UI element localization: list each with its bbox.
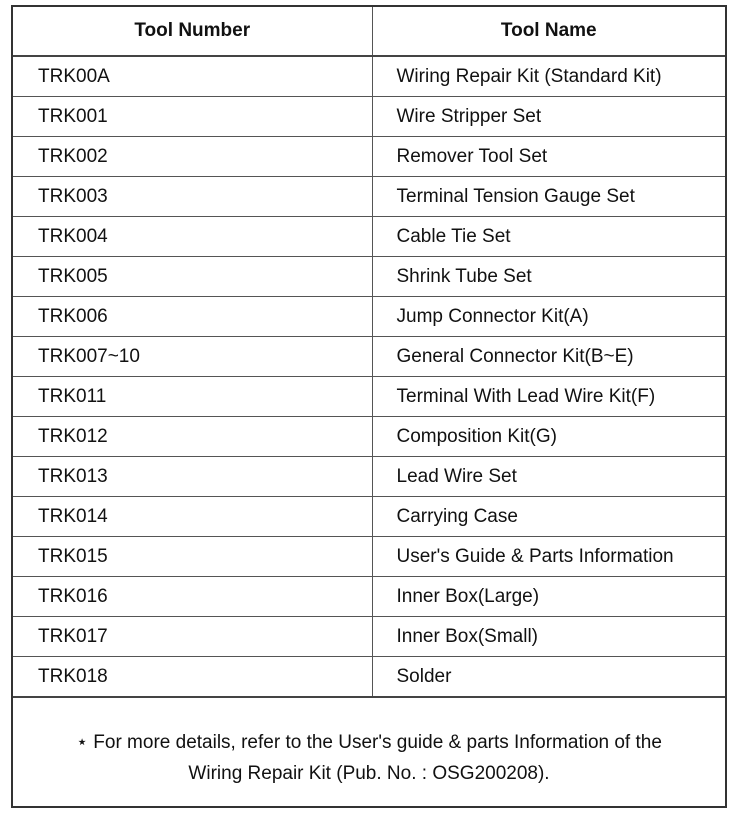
tool-name-cell: Terminal With Lead Wire Kit(F) <box>372 377 725 417</box>
tool-number-cell: TRK001 <box>13 97 372 137</box>
table-row <box>13 457 725 497</box>
header-tool-name: Tool Name <box>372 7 725 56</box>
table-row <box>13 497 725 537</box>
tool-number-cell: TRK00A <box>13 56 372 97</box>
tool-number-cell: TRK007~10 <box>13 337 372 377</box>
footnote-line-1: ⋆ For more details, refer to the User's guide & parts Information of the <box>76 732 662 753</box>
footnote <box>13 727 725 789</box>
tool-name-cell: Wire Stripper Set <box>372 97 725 137</box>
tool-number-cell: TRK004 <box>13 217 372 257</box>
tool-number-cell: TRK017 <box>13 617 372 657</box>
tool-name-cell: Inner Box(Large) <box>372 577 725 617</box>
tool-number-cell: TRK014 <box>13 497 372 537</box>
tool-number-cell: TRK018 <box>13 657 372 698</box>
tool-number-cell: TRK005 <box>13 257 372 297</box>
table-row <box>13 537 725 577</box>
tool-table-body <box>13 56 725 697</box>
tool-number-cell: TRK016 <box>13 577 372 617</box>
header-tool-number: Tool Number <box>13 7 372 56</box>
table-row <box>13 257 725 297</box>
tool-table <box>13 7 725 698</box>
table-row <box>13 377 725 417</box>
table-row <box>13 297 725 337</box>
tool-name-cell: Carrying Case <box>372 497 725 537</box>
table-row <box>13 337 725 377</box>
table-row <box>13 56 725 97</box>
tool-number-cell: TRK011 <box>13 377 372 417</box>
tool-name-cell: Cable Tie Set <box>372 217 725 257</box>
tool-number-cell: TRK006 <box>13 297 372 337</box>
tool-name-cell: General Connector Kit(B~E) <box>372 337 725 377</box>
tool-number-cell: TRK015 <box>13 537 372 577</box>
tool-name-cell: Terminal Tension Gauge Set <box>372 177 725 217</box>
tool-name-cell: Shrink Tube Set <box>372 257 725 297</box>
table-row <box>13 577 725 617</box>
tool-name-cell: Composition Kit(G) <box>372 417 725 457</box>
tool-number-cell: TRK012 <box>13 417 372 457</box>
table-row <box>13 137 725 177</box>
tool-number-cell: TRK013 <box>13 457 372 497</box>
table-header-row <box>13 7 725 56</box>
tool-number-cell: TRK002 <box>13 137 372 177</box>
table-row <box>13 97 725 137</box>
table-row <box>13 617 725 657</box>
tool-name-cell: Wiring Repair Kit (Standard Kit) <box>372 56 725 97</box>
table-row <box>13 177 725 217</box>
tool-name-cell: User's Guide & Parts Information <box>372 537 725 577</box>
tool-name-cell: Solder <box>372 657 725 698</box>
tool-name-cell: Remover Tool Set <box>372 137 725 177</box>
tool-name-cell: Lead Wire Set <box>372 457 725 497</box>
table-row <box>13 217 725 257</box>
table-row <box>13 657 725 698</box>
document-frame <box>11 5 727 808</box>
tool-name-cell: Jump Connector Kit(A) <box>372 297 725 337</box>
table-row <box>13 417 725 457</box>
tool-name-cell: Inner Box(Small) <box>372 617 725 657</box>
footnote-line-2: Wiring Repair Kit (Pub. No. : OSG200208). <box>188 763 550 784</box>
tool-number-cell: TRK003 <box>13 177 372 217</box>
